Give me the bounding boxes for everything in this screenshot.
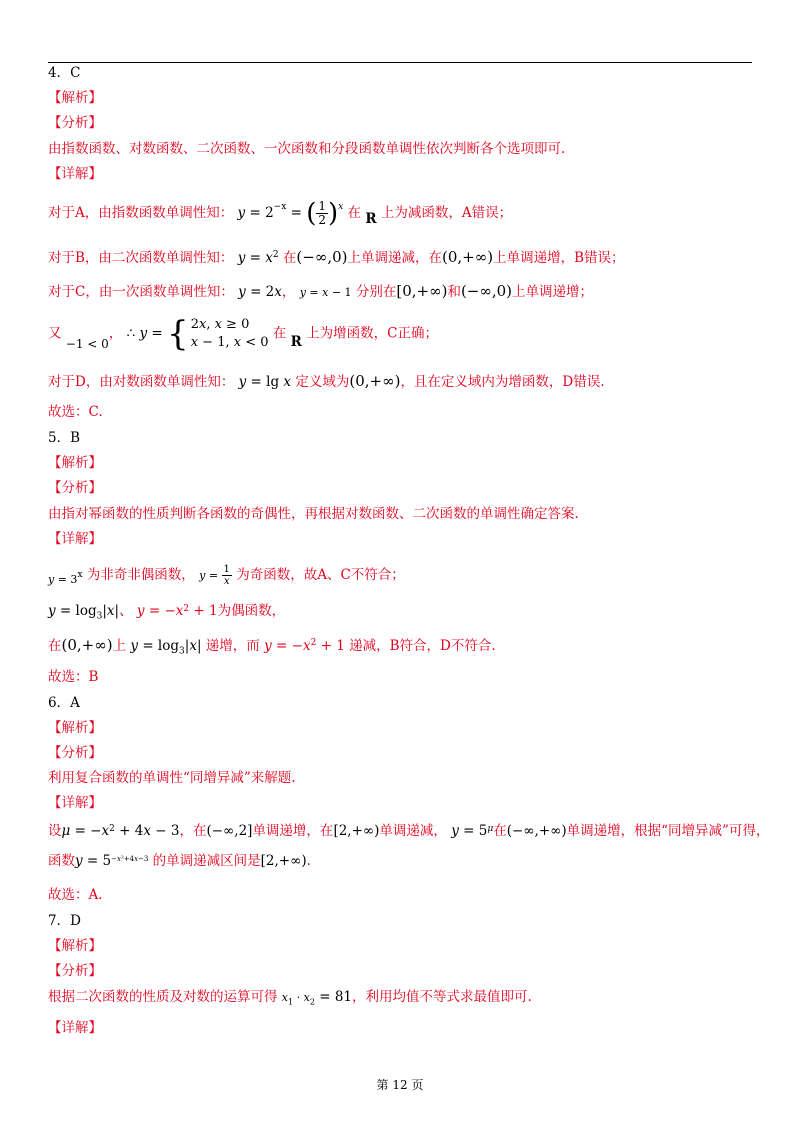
q5-l3-text4: 递减，B符合，D不符合. [349, 638, 496, 654]
q4-jiexi: 【解析】 [48, 90, 102, 106]
q5-l2-text1: 、 [119, 603, 133, 619]
q7-number: 7．D [48, 913, 81, 929]
q4-line-c2: 又 −1 < 0， ∴ y = { 2x, x ≥ 0 x − 1, x < 0 在 R 上为增函数，C正确； [48, 314, 438, 354]
q6-line-2: 函数$y = 5^{-x^2+4x-3}$ 的单调递减区间是[2,+∞). [48, 853, 311, 869]
q5-analysis: 由指对幂函数的性质判断各函数的奇偶性，再根据对数函数、二次函数的单调性确定答案. [48, 506, 579, 522]
q4-line-a: 对于A，由指数函数单调性知： $y = 2^{-x}$ = ( $\frac{1}{2}$ )$^x$ 在 R 上为减函数，A错误； [48, 198, 513, 229]
q5-l3-text3: 递增，而 [205, 638, 260, 654]
q6-l2-text1: 函数 [48, 853, 75, 869]
q7-fenxi: 【分析】 [48, 963, 102, 979]
q6-l1-text1: 设 [48, 823, 62, 839]
q4-a-text1: 对于A，由指数函数单调性知： [48, 205, 234, 221]
q4-d-text3: ，且在定义域内为增函数，D错误. [400, 374, 605, 390]
q6-l1-text6: 单调递增，根据“同增异减”可得， [566, 823, 770, 839]
q6-l2-text2: 的单调递减区间是 [152, 853, 261, 869]
q4-a-formula: y [237, 205, 246, 221]
q4-fenxi: 【分析】 [48, 115, 102, 131]
q4-d-text2: 定义域为 [295, 374, 350, 390]
q5-l3-text1: 在 [48, 638, 62, 654]
q6-l2-text3: . [306, 853, 311, 869]
q4-b-text3: 上单调递减，在 [347, 250, 443, 266]
q4-answer: 故选：C. [48, 404, 103, 420]
q4-c-text6: 又 [48, 325, 62, 342]
q4-line-d: 对于D，由对数函数单调性知： y = lg x 定义域为(0,+∞)，且在定义域内为增函数，D错误. [48, 372, 605, 390]
q5-number: 5．B [48, 430, 81, 446]
q7-jiexi: 【解析】 [48, 938, 102, 954]
q6-line-1: 设$\mu = -x^2 + 4x - 3$，在(−∞,2]单调递增，在[2,+∞)单调递减， $y = 5^\mu$在(−∞,+∞)单调递增，根据“同增异减”可得， [48, 823, 770, 839]
q6-l1-text3: 单调递增，在 [252, 823, 334, 839]
q6-l1-text2: ，在 [179, 823, 207, 839]
q5-xiangjie: 【详解】 [48, 531, 102, 547]
q4-analysis: 由指数函数、对数函数、二次函数、一次函数和分段函数单调性依次判断各个选项即可. [48, 141, 566, 157]
q5-l3-text2: 上 [112, 638, 127, 654]
q5-fenxi: 【分析】 [48, 480, 102, 496]
q4-c-text4: 和 [447, 284, 461, 300]
q5-l1-text2: 为奇函数，故A、C不符合； [236, 567, 405, 583]
q4-line-c: 对于C，由一次函数单调性知： y = 2x， y = x − 1 分别在[0,+∞)和(−∞,0)上单调递增； [48, 282, 594, 300]
q4-line-b: 对于B，由二次函数单调性知： $y = x^2$ 在(−∞,0)上单调递减，在(0,+∞)上单调递增，B错误； [48, 248, 625, 266]
q4-a-text3: 上为减函数，A错误； [380, 205, 513, 221]
q6-l1-text5: 在 [493, 823, 507, 839]
header-rule [48, 62, 752, 63]
q7-xiangjie: 【详解】 [48, 1020, 102, 1036]
q7-analysis-text1: 根据二次函数的性质及对数的运算可得 [48, 989, 278, 1005]
q6-number: 6．A [48, 695, 80, 711]
q4-c-text1: 对于C，由一次函数单调性知： [48, 284, 234, 300]
q4-c-text5: 上单调递增； [512, 284, 594, 300]
q5-line-1: $_y$ $_{= 3^x}$ 为非奇非偶函数， y = $\frac{1}{x}$ 为奇函数，故A、C不符合； [48, 564, 405, 587]
q4-d-text1: 对于D，由对数函数单调性知： [48, 374, 235, 390]
q5-jiexi: 【解析】 [48, 455, 102, 471]
q5-l1-text1: 为非奇非偶函数， [86, 567, 195, 583]
q4-c-text9: 上为增函数，C正确； [306, 325, 438, 342]
page-number: 第 12 页 [376, 1078, 424, 1092]
q7-analysis-text2: ，利用均值不等式求最值即可. [352, 989, 532, 1005]
q6-answer: 故选：A. [48, 887, 103, 903]
q6-jiexi: 【解析】 [48, 720, 102, 736]
q5-l2-text2: 为偶函数， [217, 603, 286, 619]
q6-l1-text4: 单调递减， [379, 823, 447, 839]
q4-c-text2: ， [281, 284, 296, 300]
q5-line-3: 在(0,+∞)上 $y = \log_3|x|$ 递增，而 $y = -x^2 + 1$ 递减，B符合，D不符合. [48, 636, 496, 657]
q4-xiangjie: 【详解】 [48, 166, 102, 182]
q4-a-text2: 在 [347, 205, 362, 221]
q4-number: 4．C [48, 65, 81, 81]
q4-c-text8: 在 [272, 325, 287, 342]
q6-fenxi: 【分析】 [48, 745, 102, 761]
q4-c-text3: 分别在 [355, 284, 397, 300]
q4-b-text4: 上单调递增，B错误； [493, 250, 625, 266]
q4-b-text1: 对于B，由二次函数单调性知： [48, 250, 234, 266]
q5-line-2: $y = \log_3|x|$、 $y = -x^2 + 1$为偶函数， [48, 603, 286, 622]
q4-c-text7: ， [108, 325, 123, 342]
q6-xiangjie: 【详解】 [48, 795, 102, 811]
q5-answer: 故选：B [48, 669, 99, 685]
q4-b-text2: 在 [282, 250, 297, 266]
q6-analysis: 利用复合函数的单调性“同增异减”来解题. [48, 770, 296, 786]
q7-analysis: 根据二次函数的性质及对数的运算可得 $x_1 \cdot x_2 = 81$，利用均值不等式求最值即可. [48, 989, 532, 1007]
